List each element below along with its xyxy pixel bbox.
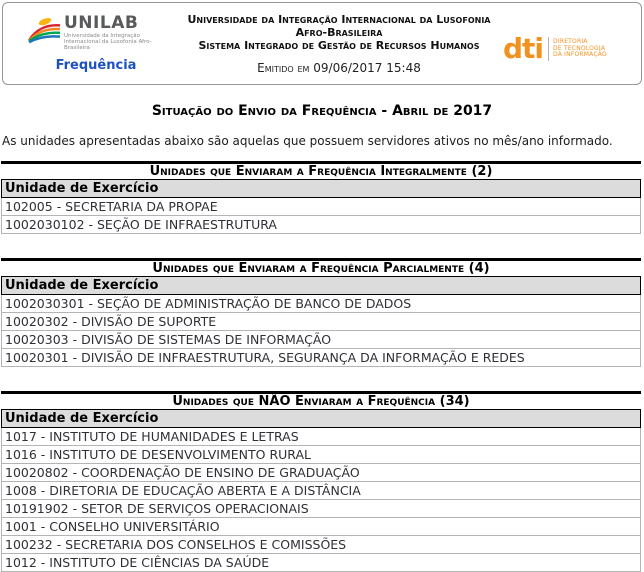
table-row: 10020303 - DIVISÃO DE SISTEMAS DE INFORMAÇÃO (1, 331, 641, 349)
table-row: 1008 - DIRETORIA DE EDUCAÇÃO ABERTA E A DISTÂNCIA (1, 482, 641, 500)
table-row-partial: 1012 - INSTITUTO DE CIÊNCIAS DA SAÚDE (1, 554, 641, 572)
dti-label-line: DA INFORMAÇÃO (553, 51, 607, 59)
page-title: Situação do Envio da Frequência - Abril de 2017 (151, 103, 493, 119)
module-label: Frequência (55, 58, 137, 73)
org-name: Universidade da Integração Internacional da Lusofonia Afro-Brasileira (187, 13, 491, 39)
system-name: Sistema Integrado de Gestão de Recursos Humanos (198, 39, 480, 52)
dti-label-line: DE TECNOLOGIA (553, 44, 606, 52)
column-header-unidade: Unidade de Exercício (1, 276, 641, 295)
table-row: 10020302 - DIVISÃO DE SUPORTE (1, 313, 641, 331)
report-header (2, 2, 642, 85)
unilab-subtext: Universidade da Integração Internacional da Lusofonia Afro-Brasileira (64, 33, 152, 51)
column-header-unidade: Unidade de Exercício (1, 409, 641, 428)
table-caption: Unidades que Enviaram a Frequência Integralmente (2) (149, 164, 493, 179)
dti-wordmark: dti (503, 32, 544, 65)
not-sent-table (1, 391, 641, 572)
table-row: 100232 - SECRETARIA DOS CONSELHOS E COMISSÕES (1, 536, 641, 554)
report-header-titles (175, 10, 503, 84)
table-row: 1017 - INSTITUTO DE HUMANIDADES E LETRAS (1, 428, 641, 446)
intro-text: As unidades apresentadas abaixo são aquelas que possuem servidores ativos no mês/ano informado. (2, 134, 613, 148)
table-row: 10020301 - DIVISÃO DE INFRAESTRUTURA, SEGURANÇA DA INFORMAÇÃO E REDES (1, 349, 641, 367)
table-row: 102005 - SECRETARIA DA PROPAE (1, 198, 641, 216)
table-caption: Unidades que Enviaram a Frequência Parcialmente (4) (152, 261, 490, 276)
dti-label (553, 39, 607, 59)
sent-partially-table (1, 258, 641, 367)
table-row: 1001 - CONSELHO UNIVERSITÁRIO (1, 518, 641, 536)
table-caption: Unidades que NÃO Enviaram a Frequência (34) (172, 394, 470, 409)
sent-fully-table (1, 161, 641, 234)
unilab-wordmark: UNILAB (64, 13, 139, 33)
table-row: 1002030301 - SEÇÃO DE ADMINISTRAÇÃO DE BANCO DE DADOS (1, 295, 641, 313)
unilab-logo (17, 10, 175, 84)
column-header-unidade: Unidade de Exercício (1, 179, 641, 198)
emitted-at: Emitido em 09/06/2017 15:48 (257, 61, 421, 75)
dti-separator (548, 37, 549, 61)
table-row: 1002030102 - SEÇÃO DE INFRAESTRUTURA (1, 216, 641, 234)
unilab-swoosh-icon (28, 16, 62, 46)
table-row: 10020802 - COORDENAÇÃO DE ENSINO DE GRADUAÇÃO (1, 464, 641, 482)
table-row: 10191902 - SETOR DE SERVIÇOS OPERACIONAIS (1, 500, 641, 518)
table-row: 1016 - INSTITUTO DE DESENVOLVIMENTO RURAL (1, 446, 641, 464)
dti-logo (503, 32, 607, 65)
dti-label-line: DIRETORIA (553, 38, 588, 46)
